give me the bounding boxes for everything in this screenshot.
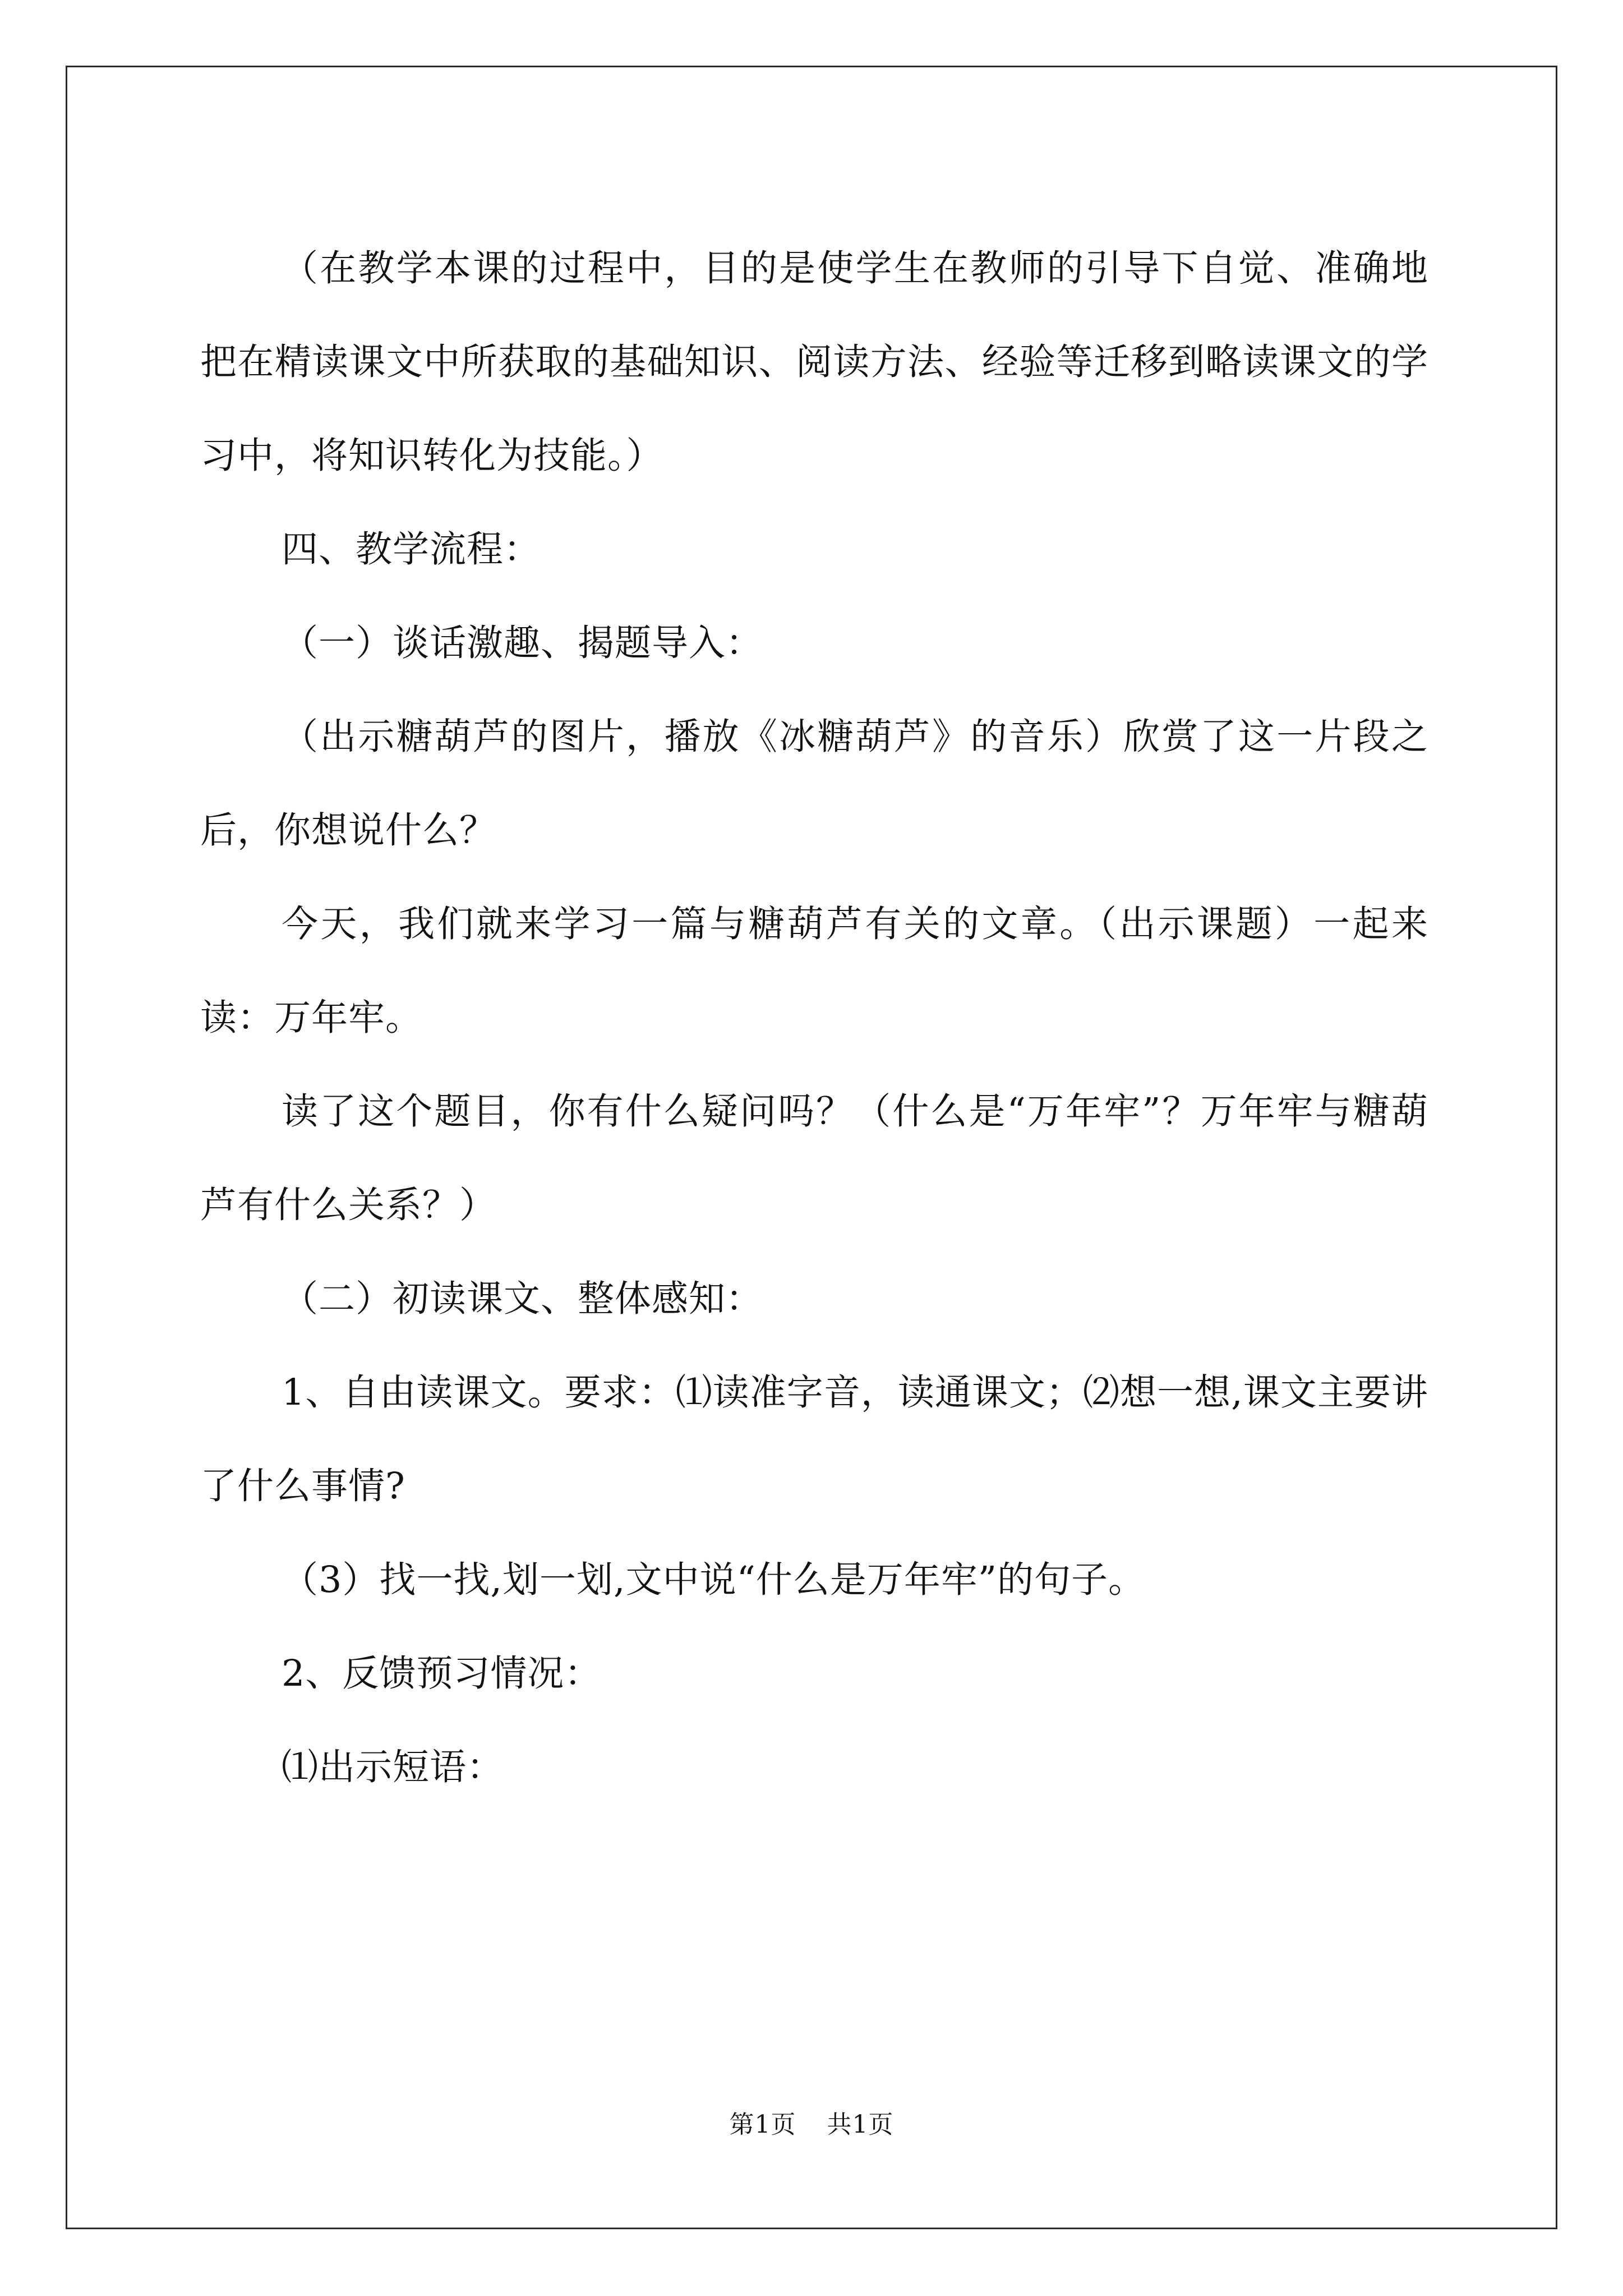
page-number-total: 共1页 <box>827 2110 894 2139</box>
list-item: 1、自由读课文。要求：⑴读准字音，读通课文；⑵想一想,课文主要讲了什么事情? <box>200 1372 1428 1507</box>
paragraph: （在教学本课的过程中，目的是使学生在教师的引导下自觉、准确地把在精读课文中所获取的基础知识、阅读方法、经验等迁移到略读课文的学习中，将知识转化为技能。） <box>200 247 1428 477</box>
paragraph: 今天，我们就来学习一篇与糖葫芦有关的文章。（出示课题）一起来读：万年牢。 <box>200 903 1428 1039</box>
subsection-heading: （二）初读课文、整体感知： <box>282 1278 763 1320</box>
document-body <box>200 222 1428 1814</box>
list-item: ⑴出示短语： <box>282 1746 504 1788</box>
paragraph: 读了这个题目，你有什么疑问吗？（什么是“万年牢”？万年牢与糖葫芦有什么关系？） <box>200 1091 1428 1226</box>
page-number-current: 第1页 <box>729 2110 796 2139</box>
list-item: 2、反馈预习情况： <box>282 1653 602 1695</box>
page-footer <box>0 2108 1623 2142</box>
section-heading: 四、教学流程： <box>282 528 541 570</box>
list-item: （3）找一找,划一划,文中说“什么是万年牢”的句子。 <box>282 1559 1146 1601</box>
subsection-heading: （一）谈话激趣、揭题导入： <box>282 622 763 664</box>
paragraph: （出示糖葫芦的图片，播放《冰糖葫芦》的音乐）欣赏了这一片段之后，你想说什么？ <box>200 716 1428 852</box>
